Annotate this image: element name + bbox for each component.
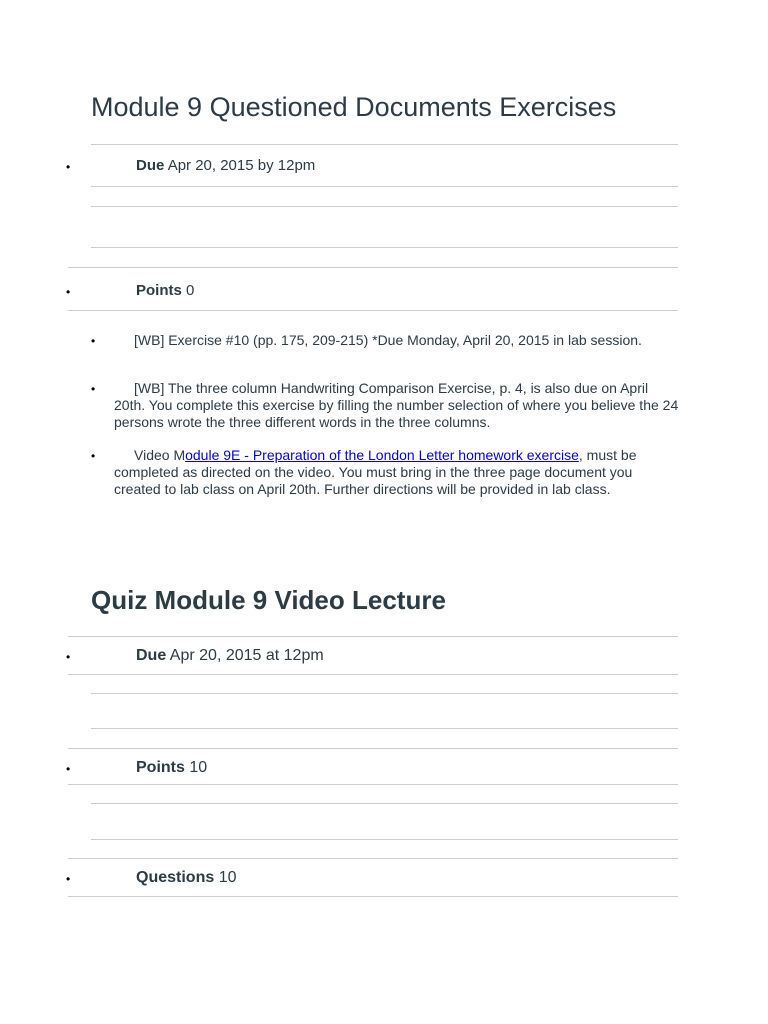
due-label: Due	[136, 157, 165, 174]
points-label: Points	[136, 759, 185, 776]
list-bullet: •	[66, 872, 71, 886]
item-text-prefix: Video M	[134, 447, 186, 463]
divider	[91, 144, 678, 145]
list-bullet: •	[66, 160, 71, 174]
divider	[68, 896, 678, 897]
questions-label: Questions	[136, 869, 215, 886]
divider	[68, 784, 678, 785]
list-bullet: •	[66, 285, 71, 299]
video-module-link[interactable]: odule 9E - Preparation of the London Letter homework exercise	[185, 447, 579, 463]
divider	[68, 310, 678, 311]
divider	[68, 748, 678, 749]
item-text-suffix: , must be completed as directed on the video. You must bring in the three page document you created to lab class on April 20th. Further directions will be provided in lab class.	[114, 447, 637, 497]
due-value: Apr 20, 2015 by 12pm	[167, 157, 316, 174]
divider	[91, 247, 678, 248]
divider	[91, 728, 678, 729]
divider	[91, 693, 678, 694]
item-text: [WB] Exercise #10 (pp. 175, 209-215) *Due Monday, April 20, 2015 in lab session.	[134, 332, 642, 348]
divider	[68, 267, 678, 268]
assignment-item	[114, 447, 679, 498]
assignment-due	[136, 157, 315, 174]
divider	[68, 858, 678, 859]
assignment-points	[136, 282, 194, 299]
quiz-points	[136, 759, 207, 777]
divider	[91, 186, 678, 187]
list-bullet: •	[91, 334, 96, 348]
points-label: Points	[136, 282, 182, 299]
quiz-questions	[136, 869, 236, 887]
due-value: Apr 20, 2015 at 12pm	[169, 647, 324, 664]
points-value: 10	[189, 759, 208, 776]
list-bullet: •	[91, 382, 96, 396]
assignment-item	[114, 380, 679, 431]
assignment-title: Module 9 Questioned Documents Exercises	[91, 92, 617, 122]
assignment-item	[114, 332, 679, 349]
list-bullet: •	[66, 762, 71, 776]
points-value: 0	[186, 282, 195, 299]
quiz-due	[136, 647, 324, 665]
due-label: Due	[136, 647, 167, 664]
questions-value: 10	[218, 869, 237, 886]
quiz-title: Quiz Module 9 Video Lecture	[91, 585, 446, 615]
divider	[91, 839, 678, 840]
item-text: [WB] The three column Handwriting Comparison Exercise, p. 4, is also due on April 20th. You complete this exercise by filling the number selection of where you believe the 24 persons wrote the three different words in the three columns.	[114, 380, 679, 430]
list-bullet: •	[91, 449, 96, 463]
list-bullet: •	[66, 650, 71, 664]
divider	[91, 803, 678, 804]
divider	[68, 636, 678, 637]
divider	[68, 674, 678, 675]
divider	[91, 206, 678, 207]
